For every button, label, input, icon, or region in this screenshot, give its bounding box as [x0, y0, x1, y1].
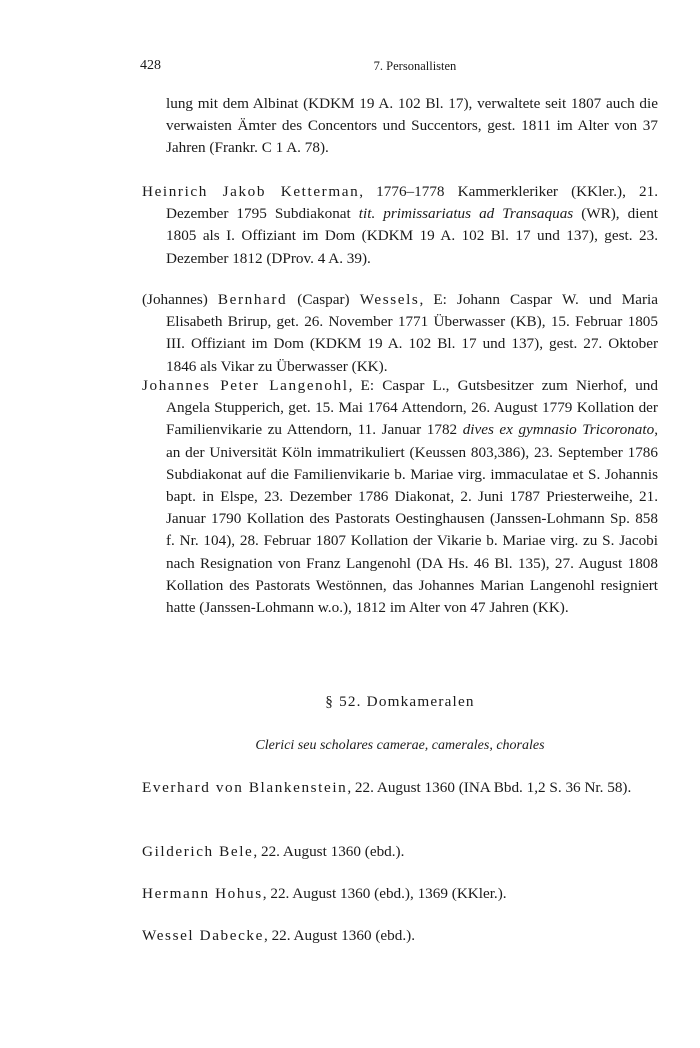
entry-name: Johannes Peter Langenohl — [142, 377, 349, 394]
entry-text: , 22. August 1360 (ebd.), 1369 (KKler.). — [262, 885, 507, 902]
entry-name: Everhard von Blankenstein — [142, 779, 348, 796]
entry-text: , E: Caspar L., Gutsbesitzer zum Nierhof, und Angela Stupperich, get. 15. Mai 1764 Attendorn, 26. August 1779 Kollation der Familienvikarie zu Attendorn, 11. Januar 1782 — [166, 377, 658, 439]
section-heading: § 52. Domkameralen — [325, 693, 475, 710]
entry-paragraph — [142, 181, 658, 270]
entry-text: , E: Johann Caspar W. und Maria Elisabeth Brirup, get. 26. November 1771 Überwasser (KB), 15. Februar 1805 III. Offiziant im Dom (KDKM 19 A. 102 Bl. 17 und 137), gest. 27. Oktober 1846 als Vikar zu Überwasser (KK). — [166, 291, 658, 375]
section-subheading: Clerici seu scholares camerae, camerales, chorales — [255, 738, 545, 753]
entry-text: , 22. August 1360 (INA Bbd. 1,2 S. 36 Nr. 58). — [347, 779, 632, 796]
page-header — [140, 58, 660, 78]
entry-ketterman — [142, 181, 658, 270]
entry-text: (Caspar) — [287, 291, 360, 308]
entry-text: (WR), dient 1805 als I. Offiziant im Dom (KDKM 19 A. 102 Bl. 17 und 137), gest. 23. Dezember 1812 (DProv. 4 A. 39). — [166, 205, 659, 267]
entry-text: lung mit dem Albinat (KDKM 19 A. 102 Bl. 17), verwaltete seit 1807 auch die verwaisten Ämter des Concentors und Succentors, gest. 1811 im Alter von 37 Jahren (Frankr. C 1 A. 78). — [166, 95, 658, 157]
entry-paragraph — [142, 883, 658, 905]
page-number: 428 — [140, 58, 161, 73]
entry-paragraph — [142, 375, 658, 619]
entry-continuation — [142, 93, 658, 160]
entry-name: Wessels — [359, 291, 420, 308]
entry-name: Gilderich Bele — [142, 843, 254, 860]
entry-paragraph — [142, 925, 658, 947]
entry-name: Heinrich Jakob Ketterman — [142, 183, 360, 200]
entry-dabecke — [142, 925, 658, 947]
entry-text: , 22. August 1360 (ebd.). — [263, 927, 415, 944]
entry-name: Wessel Dabecke — [142, 927, 264, 944]
entry-text: , 22. August 1360 (ebd.). — [253, 843, 405, 860]
running-head: 7. Personallisten — [373, 59, 457, 73]
entry-name: Hermann Hohus — [142, 885, 263, 902]
entry-italic: dives ex gymnasio Tricoronato — [462, 421, 655, 439]
entry-langenohl — [142, 375, 658, 619]
entry-paragraph — [142, 289, 658, 378]
entry-text: , 1776–1778 Kammerkleriker (KKler.), 21. Dezember 1795 Subdiakonat — [166, 183, 659, 223]
entry-blankenstein — [142, 777, 658, 799]
entry-text: , an der Universität Köln immatrikuliert (Keussen 803,386), 23. September 1786 Subdiakonat auf die Familienvikarie b. Mariae virg. immaculatae et S. Johannis bapt. in Elspe, 23. Dezember 1786 Diakonat, 2. Juni 1787 Priesterweihe, 21. Januar 1790 Kollation des Pastorats Oestinghausen (Janssen-Lohmann Sp. 858 f. Nr. 104), 28. Februar 1807 Kollation der Vikarie b. Mariae virg. zu S. Jacobi nach Resignation von Franz Langenohl (DA Hs. 46 Bl. 135), 27. August 1808 Kollation des Pastorats Westönnen, das Johannes Marian Langenohl resigniert hatte (Janssen-Lohmann w.o.), 1812 im Alter von 47 Jahren (KK). — [166, 421, 659, 617]
entry-prefix: (Johannes) — [142, 291, 218, 308]
entry-name: Bernhard — [217, 291, 288, 308]
entry-paragraph — [142, 777, 658, 799]
entry-wessels — [142, 289, 658, 378]
entry-paragraph — [142, 841, 658, 863]
entry-hohus — [142, 883, 658, 905]
entry-italic: tit. primissariatus ad Transaquas — [358, 205, 574, 223]
entry-bele — [142, 841, 658, 863]
